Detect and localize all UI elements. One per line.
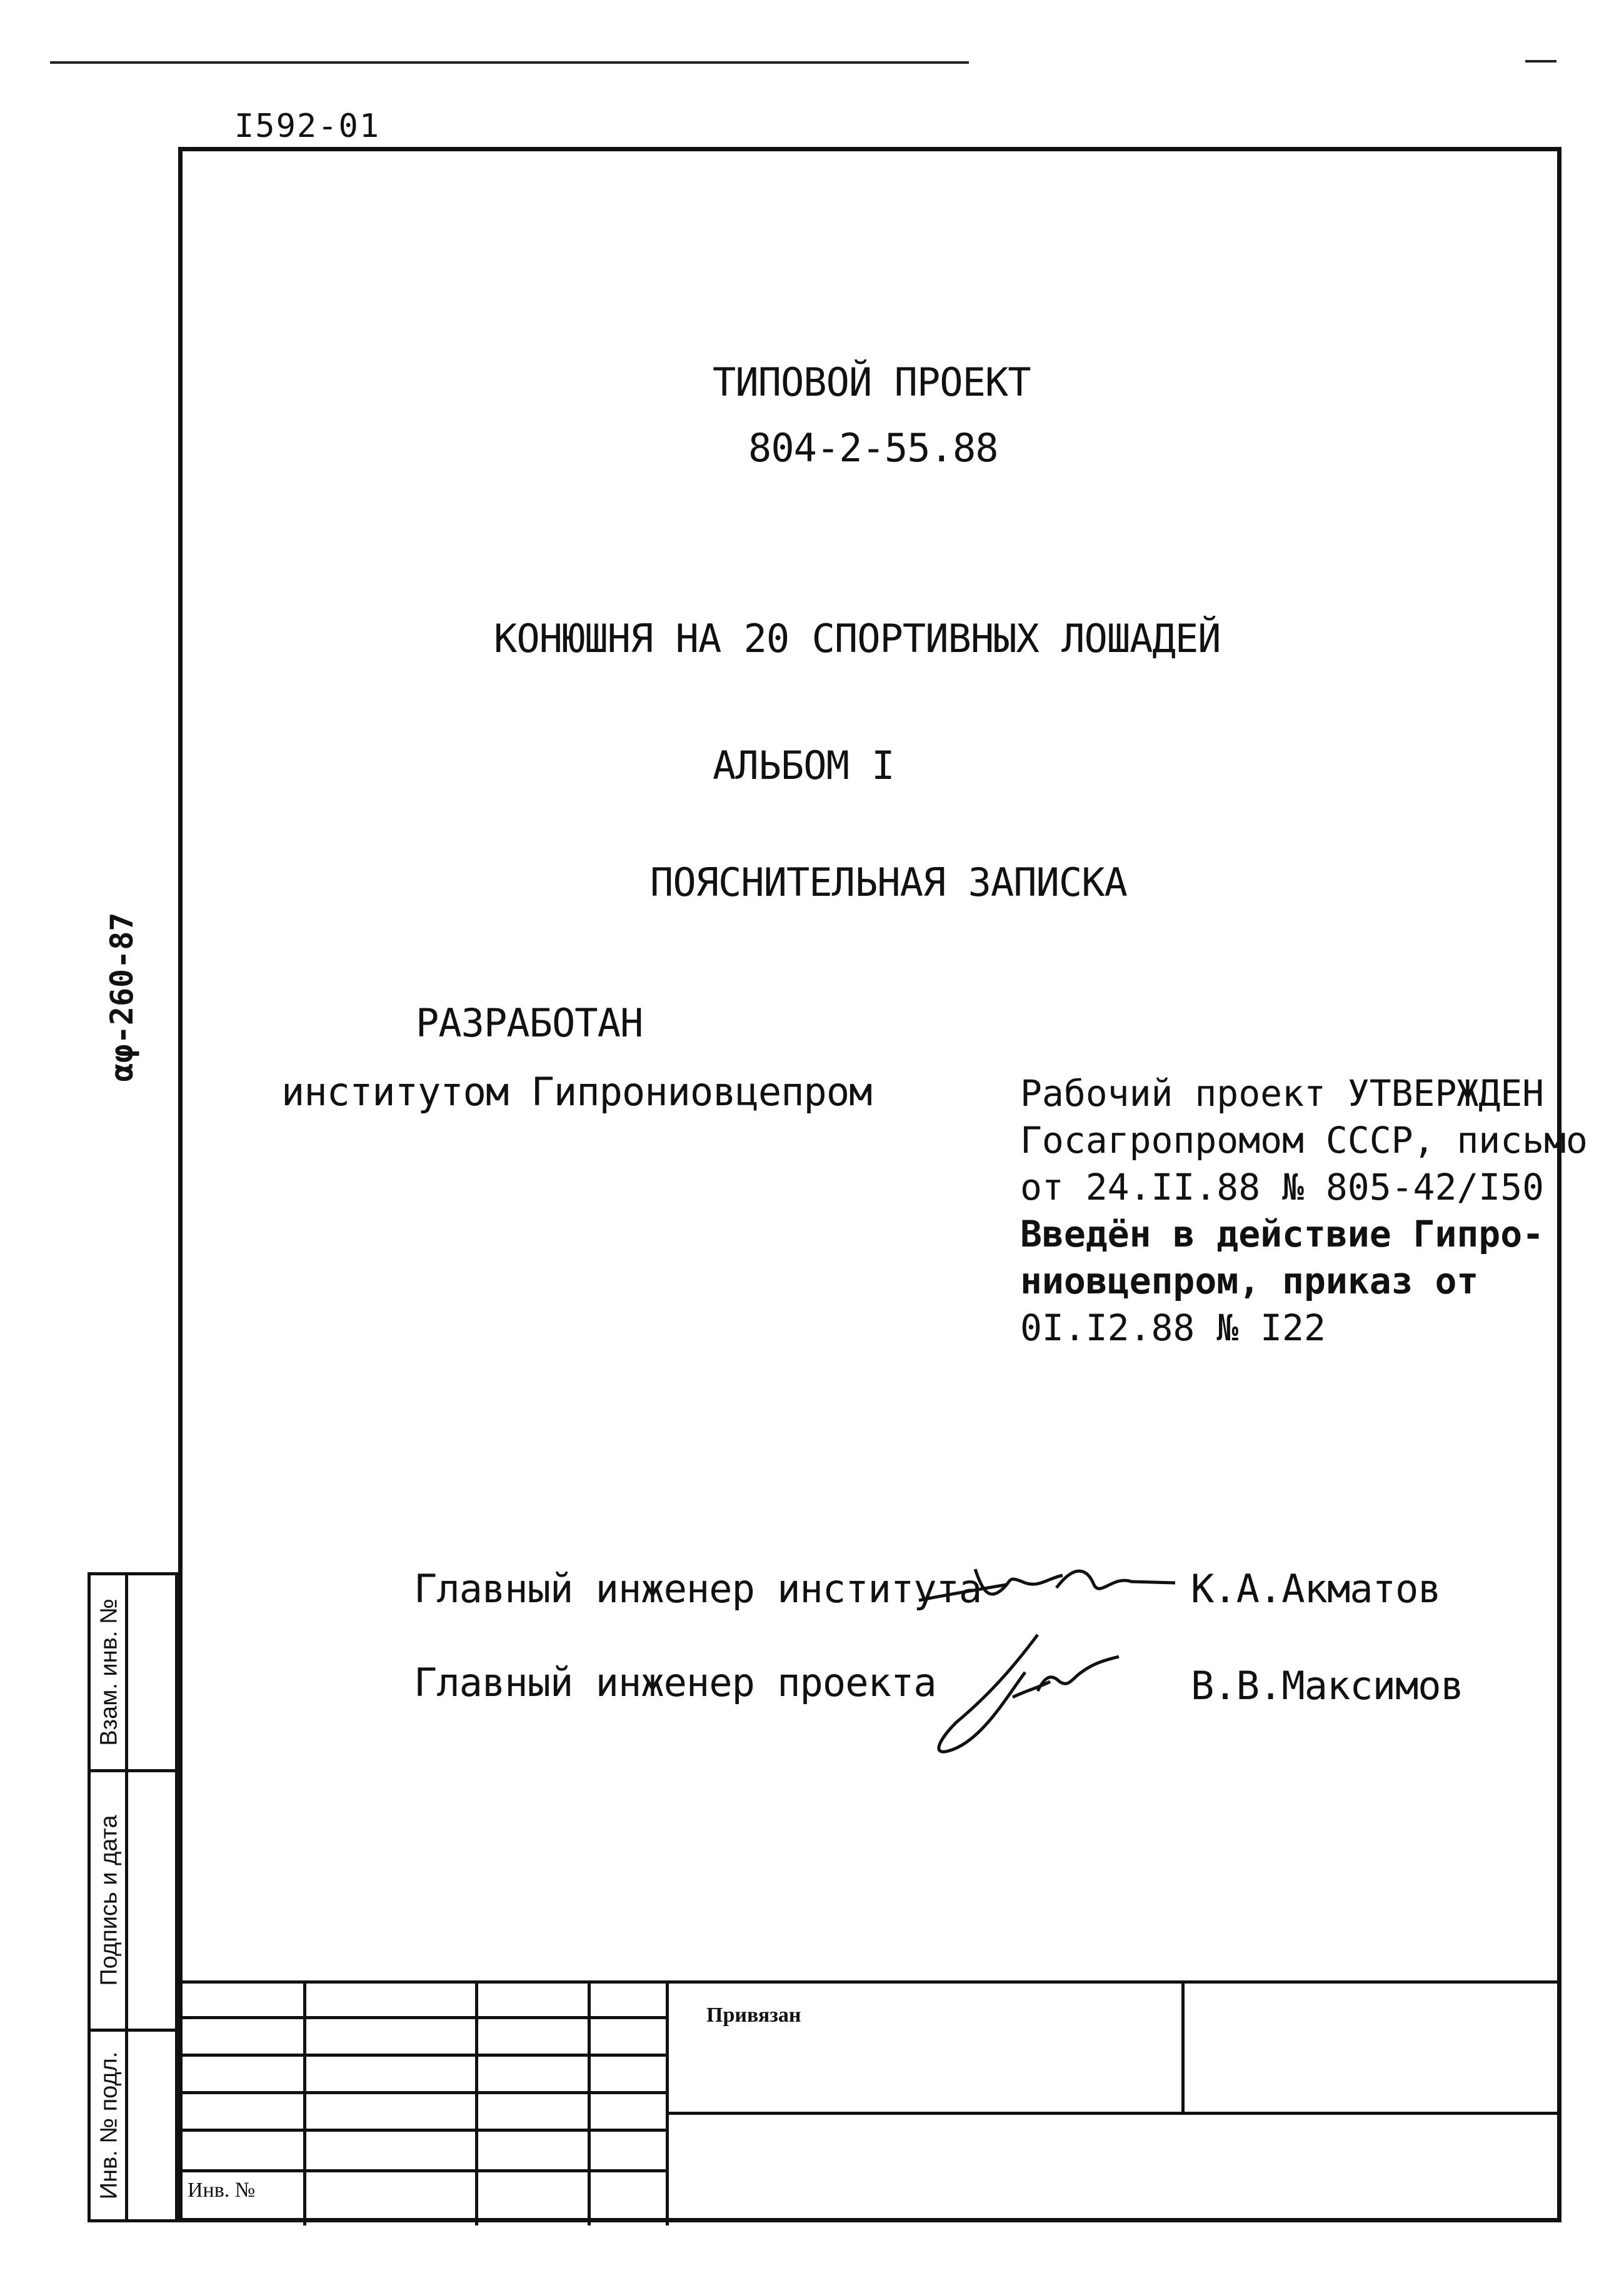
handwritten-signature-1 — [913, 1550, 1188, 1622]
signature-name-1: К.А.Акматов — [1191, 1566, 1441, 1612]
title-block-row-line — [178, 2054, 666, 2057]
project-number: 804-2-55.88 — [748, 425, 998, 471]
signature-role-2: Главный инженер проекта — [414, 1660, 936, 1705]
sheet-number: I592-01 — [234, 108, 381, 145]
object-title: КОНЮШНЯ НА 20 СПОРТИВНЫХ ЛОШАДЕЙ — [494, 616, 1221, 661]
title-block-row-line — [178, 2091, 666, 2094]
volume-title: ПОЯСНИТЕЛЬНАЯ ЗАПИСКА — [650, 860, 1127, 905]
title-block-col-line — [475, 1980, 478, 2225]
developer-heading: РАЗРАБОТАН — [416, 1000, 643, 1046]
title-block-row-line — [666, 2112, 1561, 2115]
approval-line: Введён в действие Гипро- — [1020, 1213, 1545, 1255]
side-code: αφ-260-87 — [104, 912, 140, 1082]
album-title: АЛЬБОМ I — [713, 743, 895, 788]
handwritten-signature-2 — [919, 1622, 1144, 1769]
approval-line: 0I.I2.88 № I22 — [1020, 1307, 1326, 1349]
scan-edge-mark — [1525, 60, 1556, 63]
side-stamp-signature-date — [88, 1769, 178, 2032]
title-block-col-line — [588, 1980, 591, 2225]
side-stamp-original-inv — [88, 2029, 178, 2222]
side-stamp-label: Подпись и дата — [96, 1815, 123, 1986]
approval-line: ниовцепром, приказ от — [1020, 1260, 1479, 1302]
title-block-col-line — [666, 1980, 669, 2225]
title-block-col-line — [303, 1980, 306, 2225]
side-stamp-label: Взам. инв. № — [96, 1598, 123, 1746]
scan-edge-mark — [50, 61, 969, 64]
developer-org: институтом Гипрониовцепром — [281, 1069, 872, 1115]
title-block-top-line — [178, 1980, 1561, 1984]
title-block-row-line — [178, 2129, 666, 2132]
signature-name-2: В.В.Максимов — [1191, 1663, 1463, 1708]
approval-block — [1020, 1070, 1588, 1352]
binding-label: Привязан — [706, 2004, 801, 2027]
side-stamp-replacement-inv — [88, 1572, 178, 1772]
approval-line: Рабочий проект УТВЕРЖДЕН — [1020, 1072, 1545, 1115]
approval-line: от 24.II.88 № 805-42/I50 — [1020, 1166, 1545, 1208]
signature-role-1: Главный инженер института — [414, 1566, 982, 1612]
title-block-row-line — [178, 2169, 666, 2172]
approval-line: Госагропромом СССР, письмо — [1020, 1119, 1588, 1162]
doc-type: ТИПОВОЙ ПРОЕКТ — [713, 359, 1031, 405]
title-block-row-line — [178, 2016, 666, 2019]
side-stamp-label: Инв. № подл. — [96, 2051, 123, 2200]
inv-number-label: Инв. № — [188, 2179, 256, 2202]
title-block-col-line — [1181, 1980, 1185, 2113]
